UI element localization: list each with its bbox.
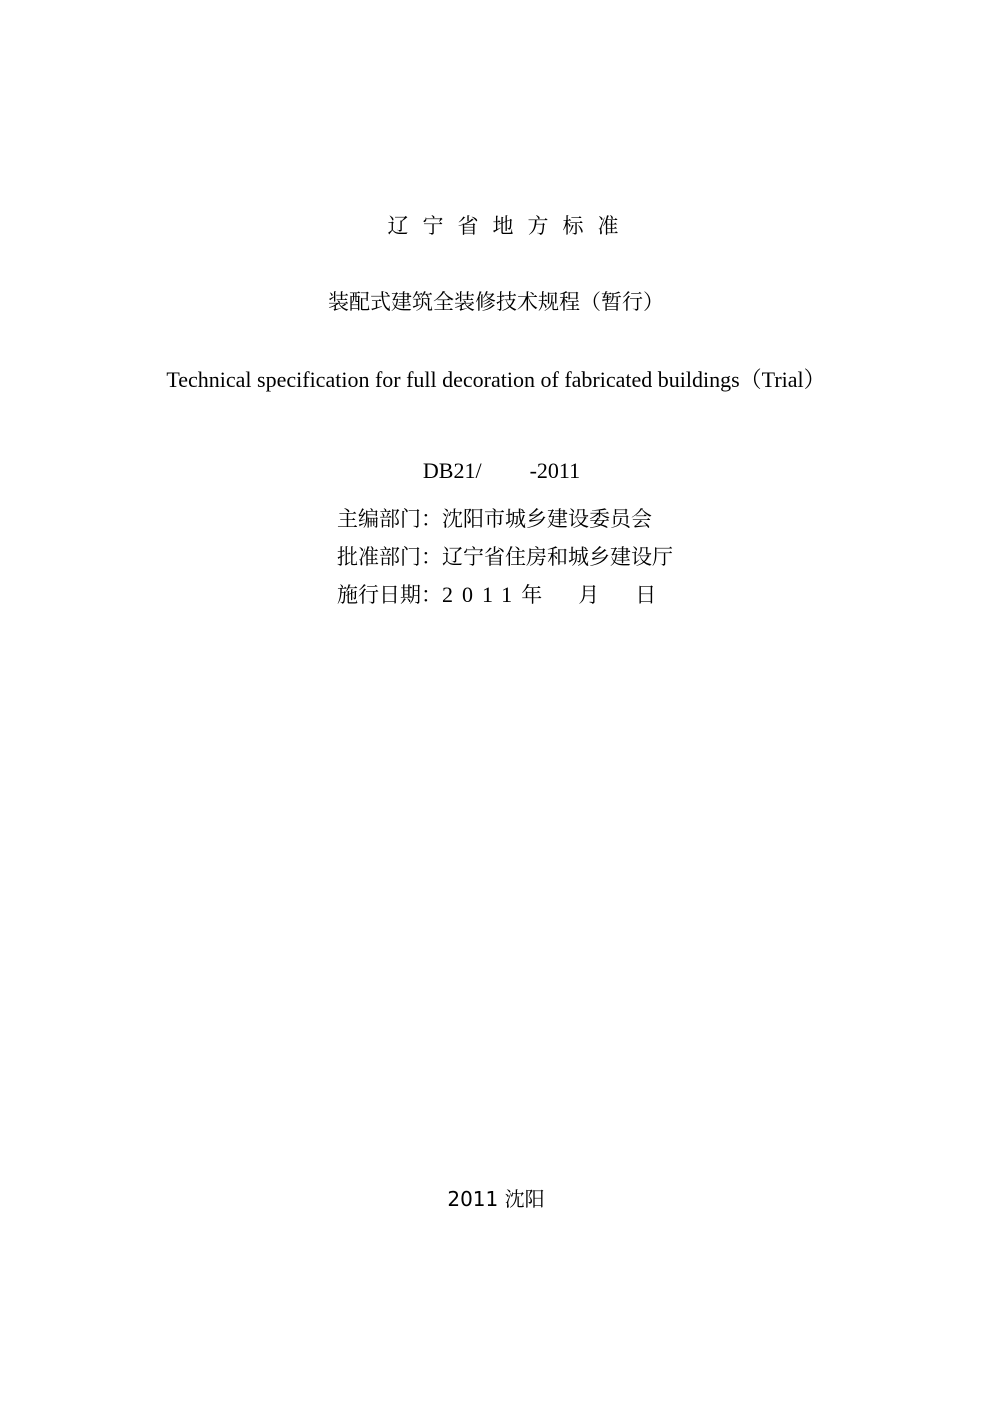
month-unit: 月 — [578, 583, 600, 607]
document-metadata — [337, 500, 673, 614]
approver-row — [337, 538, 673, 576]
standard-code-prefix: DB21/ — [422, 458, 482, 483]
effective-date-label: 施行日期： — [337, 583, 442, 607]
effective-date-row — [337, 576, 673, 614]
editor-row — [337, 500, 673, 538]
standard-type-heading: 辽宁省地方标准 — [387, 214, 633, 238]
standard-code — [0, 432, 992, 484]
editor-value: 沈阳市城乡建设委员会 — [442, 507, 652, 531]
year-unit: 年 — [521, 583, 543, 607]
document-title-english: Technical specification for full decoration of fabricated buildings（Trial） — [166, 367, 826, 392]
footer-year-place: 2011 沈阳 — [447, 1187, 545, 1211]
editor-label: 主编部门： — [337, 507, 442, 531]
day-unit: 日 — [635, 583, 657, 607]
approver-value: 辽宁省住房和城乡建设厅 — [442, 545, 673, 569]
approver-label: 批准部门： — [337, 545, 442, 569]
effective-year: 2011 — [442, 582, 522, 607]
document-title-chinese: 装配式建筑全装修技术规程（暂行） — [328, 290, 664, 314]
standard-code-year: -2011 — [529, 458, 581, 483]
